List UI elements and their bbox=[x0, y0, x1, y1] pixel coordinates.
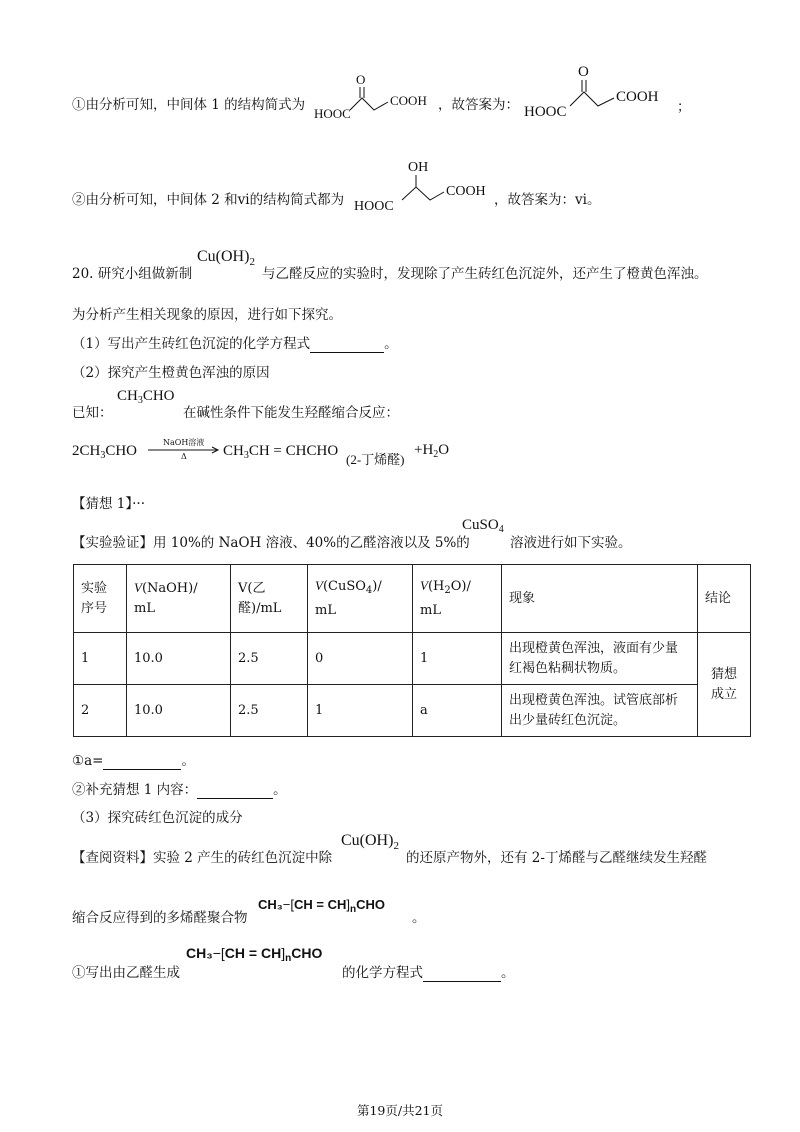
table-row bbox=[74, 633, 751, 685]
ref-cu-text: Cu(OH) bbox=[341, 832, 394, 849]
eq-left-rest: CHO bbox=[105, 443, 138, 459]
line2-prefix: ②由分析可知，中间体 2 和vi的结构简式都为 bbox=[72, 192, 345, 208]
cuoh2-text: Cu(OH) bbox=[197, 248, 250, 265]
experiment-table bbox=[73, 564, 751, 737]
known-suffix: 在碱性条件下能发生羟醛缩合反应： bbox=[183, 405, 399, 421]
eq-right-sub: 3 bbox=[243, 450, 249, 461]
ch3cho-sub: 3 bbox=[137, 395, 143, 406]
eq-cond-top: NaOH溶液 bbox=[163, 438, 205, 447]
cuso4-formula bbox=[462, 517, 504, 535]
struct-oh-label: OH bbox=[408, 160, 429, 175]
cuoh2-formula bbox=[197, 248, 255, 268]
aldol-equation-right bbox=[223, 443, 338, 461]
q1-end: 。 bbox=[384, 336, 398, 352]
struct-o-label: O bbox=[356, 72, 366, 87]
row1-seq: 1 bbox=[74, 633, 127, 685]
aldol-equation-left bbox=[72, 443, 137, 461]
line1-prefix: ①由分析可知，中间体 1 的结构简式为 bbox=[72, 97, 306, 113]
write-prefix: ①写出由乙醛生成 bbox=[72, 965, 180, 981]
eq-product-name: (2-丁烯醛) bbox=[346, 452, 405, 467]
cuso4-sub: 4 bbox=[498, 524, 504, 535]
cuso4-label-sub: 4 bbox=[365, 585, 373, 596]
page-footer: 第19页/共21页 bbox=[356, 1103, 444, 1118]
header-h2o bbox=[413, 565, 502, 633]
struct-hooc-label: HOOC bbox=[314, 106, 351, 121]
supp-blank[interactable] bbox=[197, 782, 273, 799]
supp-end: 。 bbox=[273, 782, 287, 798]
conclusion-cell: 猜想成立 bbox=[698, 633, 751, 737]
eq-cond-bottom: Δ bbox=[181, 452, 187, 461]
q1-text: （1）写出产生砖红色沉淀的化学方程式 bbox=[72, 336, 311, 352]
h2o-label-sub: 2 bbox=[444, 585, 451, 596]
struct-cooh-label: COOH bbox=[446, 184, 486, 199]
poly-ch3: CH₃ bbox=[258, 897, 283, 912]
poly-end: 。 bbox=[412, 910, 426, 926]
row2-naoh: 10.0 bbox=[127, 685, 231, 737]
eq-o: O bbox=[438, 442, 450, 458]
poly-ch: CH bbox=[294, 897, 313, 912]
write-end: 。 bbox=[501, 965, 515, 981]
h2o-v: V bbox=[420, 578, 428, 593]
struct-hooc-label: HOOC bbox=[354, 199, 394, 214]
ref-cu-sub: 2 bbox=[393, 840, 399, 852]
q1-blank[interactable] bbox=[310, 336, 384, 353]
row2-seq: 2 bbox=[74, 685, 127, 737]
table-row bbox=[74, 685, 751, 737]
poly-prefix: 缩合反应得到的多烯醛聚合物 bbox=[72, 910, 248, 926]
header-conclusion: 结论 bbox=[698, 565, 751, 633]
poly-cho: CHO bbox=[356, 897, 386, 912]
ref-prefix: 【查阅资料】实验 2 产生的砖红色沉淀中除 bbox=[72, 850, 333, 866]
ref-cuoh2-formula bbox=[341, 832, 399, 852]
q20-part-2: （2）探究产生橙黄色浑浊的原因 bbox=[72, 365, 270, 381]
polyene-formula-2: $CH_3-[CH = CH]_nCHO$ bbox=[186, 945, 323, 964]
struct-hooc-label: HOOC bbox=[524, 104, 567, 120]
poly-eq: = bbox=[248, 945, 258, 961]
eq-plus: +H bbox=[414, 442, 434, 458]
supp-text: ②补充猜想 1 内容： bbox=[72, 782, 198, 798]
write-suffix-text: 的化学方程式 bbox=[342, 965, 423, 981]
verify-suffix: 溶液进行如下实验。 bbox=[510, 535, 632, 551]
q20-line-2: 为分析产生相关现象的原因，进行如下探究。 bbox=[72, 307, 342, 323]
naoh-unit: mL bbox=[134, 601, 155, 616]
verify-prefix: 【实验验证】用 10%的 NaOH 溶液、40%的乙醛溶液以及 5%的 bbox=[72, 535, 470, 551]
poly-ch: CH bbox=[224, 945, 246, 961]
line2-suffix: ，故答案为：vi。 bbox=[494, 192, 601, 208]
answer-structure-1 bbox=[520, 60, 670, 122]
row2-ald: 2.5 bbox=[231, 685, 308, 737]
write-suffix bbox=[342, 961, 515, 982]
eq-right: CH bbox=[223, 443, 244, 459]
question-20-line-1 bbox=[72, 262, 192, 282]
struct-cooh-label: COOH bbox=[616, 89, 659, 105]
ref-rest: 的还原产物外，还有 2-丁烯醛与乙醛继续发生羟醛 bbox=[406, 850, 707, 866]
cuso4-text: CuSO bbox=[462, 517, 499, 533]
guess-1: 【猜想 1】··· bbox=[72, 496, 146, 512]
eq-right-rest: CH = CHCHO bbox=[248, 443, 339, 459]
struct-cooh-label: COOH bbox=[390, 93, 427, 108]
row2-phenomenon: 出现橙黄色浑浊。试管底部析出少量砖红色沉淀。 bbox=[502, 685, 698, 737]
eq-left: 2CH bbox=[72, 443, 101, 459]
poly-ch2: CH bbox=[327, 897, 347, 912]
naoh-v: V bbox=[134, 580, 142, 595]
a-prefix: ①a= bbox=[72, 753, 104, 769]
h2o-unit: mL bbox=[420, 603, 441, 618]
row1-ald: 2.5 bbox=[231, 633, 308, 685]
eq-left-sub: 3 bbox=[100, 450, 106, 461]
a-end: 。 bbox=[181, 753, 195, 769]
line1-middle: ，故答案为： bbox=[438, 97, 519, 113]
row2-cuso4: 1 bbox=[308, 685, 413, 737]
cuso4-label-end: )/ bbox=[372, 579, 382, 594]
poly-ch3: CH₃ bbox=[186, 945, 213, 961]
eq-water bbox=[414, 442, 449, 460]
intermediate-1-structure bbox=[312, 70, 438, 122]
row2-h2o: a bbox=[413, 685, 502, 737]
ch3cho-rest: CHO bbox=[142, 388, 175, 404]
eq-h2o-sub: 2 bbox=[433, 449, 439, 460]
header-aldehyde: V(乙醛)/mL bbox=[231, 565, 308, 633]
h2o-label: (H bbox=[427, 579, 445, 594]
row1-phenomenon: 出现橙黄色浑浊，液面有少量红褐色粘稠状物质。 bbox=[502, 633, 698, 685]
q20-rest: 与乙醛反应的实验时，发现除了产生砖红色沉淀外，还产生了橙黄色浑浊。 bbox=[262, 266, 708, 282]
poly-eq: = bbox=[316, 897, 325, 912]
header-cuso4 bbox=[308, 565, 413, 633]
poly-ch2: CH bbox=[260, 945, 282, 961]
cuso4-v: V bbox=[315, 578, 323, 593]
naoh-label: (NaOH)/ bbox=[141, 581, 198, 596]
answer-a bbox=[72, 749, 195, 770]
table-header-row bbox=[74, 565, 751, 633]
supplement-guess bbox=[72, 778, 287, 799]
h2o-label-end: O)/ bbox=[450, 579, 471, 594]
q20-part-1 bbox=[72, 332, 398, 353]
a-blank[interactable] bbox=[103, 753, 181, 770]
known-prefix: 已知： bbox=[72, 405, 113, 421]
intermediate-2-structure bbox=[350, 156, 500, 216]
q20-part-3: （3）探究砖红色沉淀的成分 bbox=[72, 810, 243, 826]
poly-cho: CHO bbox=[291, 945, 323, 961]
cuso4-label: (CuSO bbox=[322, 579, 366, 594]
cuso4-unit: mL bbox=[315, 603, 336, 618]
answer-line-2 bbox=[72, 188, 344, 208]
header-seq: 实验序号 bbox=[74, 565, 127, 633]
header-phenomenon: 现象 bbox=[502, 565, 698, 633]
q20-number: 20. 研究小组做新制 bbox=[72, 266, 193, 282]
ch3cho-formula bbox=[117, 388, 175, 406]
polyene-formula-1: $CH_3-[CH = CH]_nCHO$ bbox=[258, 897, 386, 915]
row1-cuso4: 0 bbox=[308, 633, 413, 685]
header-naoh bbox=[127, 565, 231, 633]
poly-n: n bbox=[285, 953, 292, 964]
row1-naoh: 10.0 bbox=[127, 633, 231, 685]
ch3cho-ch: CH bbox=[117, 388, 138, 404]
poly-n: n bbox=[350, 904, 357, 915]
write-blank[interactable] bbox=[423, 965, 501, 982]
struct-o-label: O bbox=[578, 64, 589, 80]
row1-h2o: 1 bbox=[413, 633, 502, 685]
line1-suffix: ； bbox=[677, 99, 691, 115]
answer-line-1 bbox=[72, 93, 305, 113]
cuoh2-sub: 2 bbox=[249, 256, 255, 268]
